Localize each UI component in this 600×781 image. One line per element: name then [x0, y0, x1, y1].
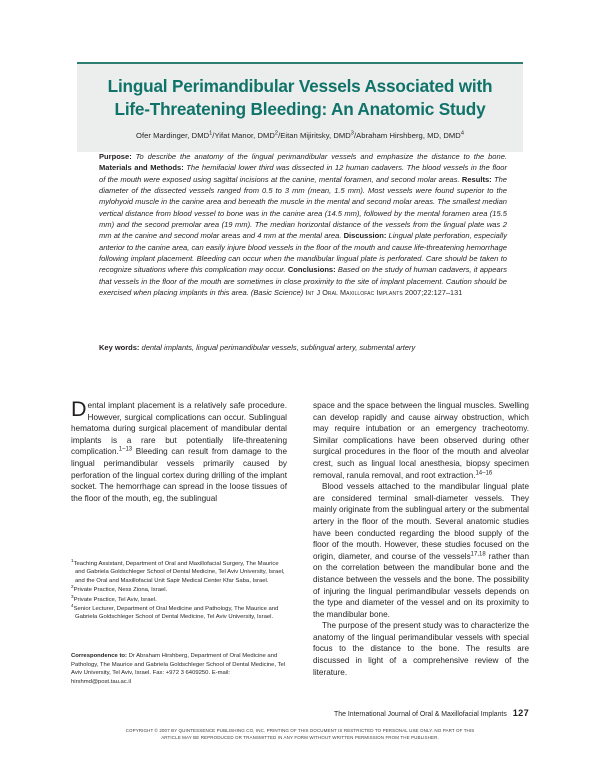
author-marker-4: 4 — [460, 130, 464, 137]
body-paragraph-text: space and the space between the lingual muscles. Swelling can develop rapidly and cause airway obstruction, which may require intubation or an emergency tracheotomy. Similar complications have been observed during other surgical procedures in the floor of the mouth and alveolar crest, such as lingual local anesthesia, biopsy specimen removal, ranula removal, and root extraction. — [313, 401, 529, 480]
footnote-text: Teaching Assistant, Department of Oral and Maxillofacial Surgery, The Maurice and Gabriela Goldschleger School of Dental Medicine, Tel Aviv University, Israel, and the Oral and Maxillofacial Unit Sapir Medical Center Kfar Saba, Israel. — [73, 561, 285, 584]
abstract-discussion-text: Lingual plate perforation, especially anterior to the canine area, can easily injure blood vessels in the floor of the mouth and cause life-threatening hemorrhage following implant placement. Bleeding can occur when the mandibular lingual plate is perforated. Care should be taken to recognize situations where this complication may occur. — [99, 231, 507, 275]
body-paragraph-text: The purpose of the present study was to characterize the anatomy of the lingual perimandibular vessels with special focus to the distance to the bone. The results are discussed in light of a comprehensive review of the literature. — [313, 621, 529, 677]
author-marker-2: 2 — [274, 130, 279, 137]
author-name-3: Eitan Mijiritsky, DMD — [280, 131, 351, 140]
body-paragraph-continued — [313, 400, 529, 481]
intro-paragraph-text: ental implant placement is a relatively safe procedure. However, surgical complications can occur. Sublingual hematoma during surgical placement of mandibular dental implants is a rare but potentially life-threatening complication. — [71, 401, 287, 457]
footnote-marker: 2 — [71, 584, 74, 590]
drop-cap: D — [71, 397, 87, 421]
abstract-methods-label: Materials and Methods: — [99, 163, 184, 173]
affiliation-footnotes — [71, 560, 287, 623]
abstract-results-label: Results: — [461, 174, 492, 184]
intro-paragraph-text-cont: Bleeding can result from damage to the lingual perimandibular vessels primarily caused by perforation of the lingual cortex during drilling of the implant socket. The hemorrhage can spread in the loose tissues of the floor of the mouth, eg, the sublingual — [71, 447, 287, 503]
abstract — [99, 151, 507, 298]
correspondence-label: Correspondence to: — [71, 653, 127, 659]
author-name-2: Yifat Manor, DMD — [214, 131, 275, 140]
correspondence-block — [71, 652, 287, 686]
title-line-2: Life-Threatening Bleeding: An Anatomic Study — [114, 98, 486, 119]
footnote-item — [71, 593, 287, 604]
footnote-text: Private Practice, Ness Ziona, Israel. — [73, 587, 168, 594]
footnote-marker: 3 — [71, 593, 74, 599]
abstract-conclusions-text: Based on the study of human cadavers, it appears that vessels in the floor of the mouth are sometimes in close proximity to the site of implant placement. Caution should be exercised when placing implants in this area. (Basic Science) — [99, 265, 507, 298]
keywords-text: dental implants, lingual perimandibular vessels, sublingual artery, submental artery — [139, 343, 416, 352]
abstract-purpose-label: Purpose: — [99, 152, 132, 161]
body-paragraph-vessels — [313, 481, 529, 620]
footnote-item — [71, 560, 287, 585]
correspondence-text: Dr Abraham Hirshberg, Department of Oral Medicine and Pathology, The Maurice and Gabriela Goldschleger School of Dental Medicine, Tel Aviv University, Tel Aviv, Israel. Fax: +972 3 6409250. E-mail: hirshmd@post.tau.ac.il — [71, 653, 286, 685]
copyright-notice — [60, 728, 540, 741]
title-wrap — [77, 64, 523, 124]
body-paragraph-purpose — [313, 620, 529, 678]
page-title — [93, 75, 507, 120]
abstract-citation-rest: 2007;22:127–131 — [402, 288, 463, 298]
footnote-item — [71, 586, 287, 594]
copyright-line-1: COPYRIGHT © 2007 BY QUINTESSENCE PUBLISHING CO, INC. PRINTING OF THIS DOCUMENT IS RESTRICTED TO PERSONAL USE ONLY. NO PART OF THIS — [125, 728, 475, 733]
author-name-4: Abraham Hirshberg, MD, DMD — [356, 131, 461, 140]
abstract-results-text: The diameter of the dissected vessels ranged from 0.5 to 3 mm (mean, 1.5 mm). Most vessels were found superior to the mylohyoid muscle in the canine area and beneath the muscle in the mental and second molar areas. The smallest median vertical distance from blood vessel to bone was in the canine area (14.5 mm), followed by the mental foramen area (15.5 mm) and the second premolar area (19 mm). The median horizontal distance of the vessels from the lingual plate was 2 mm at the canine and second molar areas and 4 mm at the mental area. — [99, 174, 507, 241]
copyright-line-2: ARTICLE MAY BE REPRODUCED OR TRANSMITTED IN ANY FORM WITHOUT WRITTEN PERMISSION FROM THE PUBLISHER. — [161, 734, 439, 740]
body-paragraph-text: Blood vessels attached to the mandibular lingual plate are considered terminal small-diameter vessels. They mainly originate from the sublingual artery or the submental artery in the floor of the mouth. Several anatomic studies have been conducted regarding the blood supply of the floor of the mouth. However, these studies focused on the origin, diameter, and course of the vessels — [313, 482, 529, 561]
author-marker-3: 3 — [350, 130, 354, 137]
author-line: Ofer Mardinger, DMD$^1$/Yifat Manor, DMD$^2$/Eitan Mijiritsky, DMD$^3$/Abraham Hirshberg, MD, DMD$^4$ — [136, 130, 464, 140]
footnote-text: Private Practice, Tel Aviv, Israel. — [73, 596, 157, 603]
reference-marker-1-13: 1–13 — [118, 446, 133, 453]
journal-footer — [313, 708, 529, 718]
reference-marker-14-16: 14–16 — [475, 469, 493, 476]
keywords — [99, 342, 507, 353]
reference-marker-17-18: 17,18 — [470, 550, 486, 557]
author-name-1: Ofer Mardinger, DMD — [136, 131, 210, 140]
footnote-item — [71, 605, 287, 622]
abstract-methods-text: The hemifacial lower third was dissected in 12 human cadavers. The blood vessels in the floor of the mouth were exposed using sagittal incisions at the canine, mental foramen, and second molar areas. — [99, 163, 507, 184]
author-marker-1: 1 — [209, 130, 213, 137]
title-line-1: Lingual Perimandibular Vessels Associated with — [107, 76, 493, 96]
journal-name: The International Journal of Oral & Maxillofacial Implants — [334, 711, 507, 718]
intro-paragraph — [71, 397, 287, 504]
abstract-discussion-label: Discussion: — [343, 231, 387, 241]
body-column-left — [71, 397, 287, 504]
body-paragraph-text-cont: rather than on the correlation between the mandibular bone and the distance between the vessels and the bone. The possibility of injuring the lingual perimandibular vessels depends on the type and diameter of the vessel and on its proximity to the mandibular bone. — [313, 551, 529, 619]
footnote-text: Senior Lecturer, Department of Oral Medicine and Pathology, The Maurice and Gabriela Goldschleger School of Dental Medicine, Tel Aviv University, Israel. — [73, 606, 279, 621]
page-number: 127 — [512, 708, 529, 718]
footnote-marker: 4 — [71, 603, 74, 609]
body-column-right — [313, 400, 529, 678]
keywords-label: Key words: — [99, 343, 140, 352]
footnote-marker: 1 — [71, 558, 74, 564]
title-band — [77, 62, 523, 152]
abstract-purpose-text: To describe the anatomy of the lingual perimandibular vessels and emphasize the distance to the bone. — [131, 152, 507, 161]
abstract-conclusions-label: Conclusions: — [287, 265, 336, 275]
abstract-citation-journal: Int J Oral Maxillofac Implants — [305, 288, 403, 298]
